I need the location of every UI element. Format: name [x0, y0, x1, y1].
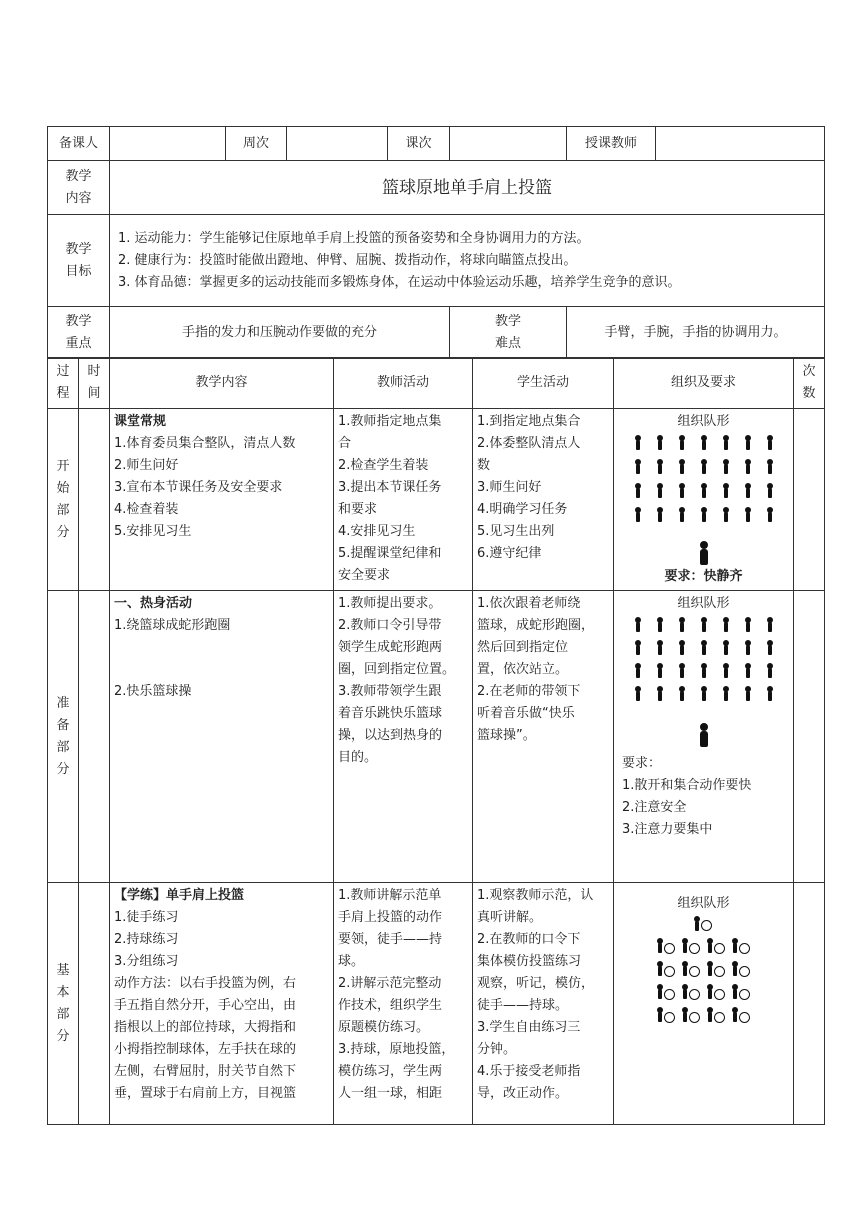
section-basic-student: [473, 883, 614, 1125]
teacher-line: 3.教师带领学生跟: [338, 684, 442, 699]
student-figure-icon: [746, 691, 750, 701]
teacher-line: 合: [338, 436, 352, 451]
teacher-line: 和要求: [338, 502, 378, 517]
student-figure-icon: [768, 691, 772, 701]
student-figure-icon: [658, 943, 662, 953]
teacher-line: 4.安排见习生: [338, 524, 416, 539]
student-with-ball-icon: [733, 1007, 750, 1029]
teacher-line: 模仿练习，学生两: [338, 1064, 443, 1079]
student-figure-icon: [702, 691, 706, 701]
basketball-icon: [664, 1012, 675, 1023]
student-figure-icon: [702, 668, 706, 678]
start-content-item: 4.检查着装: [114, 502, 179, 517]
teacher-line: 1.教师指定地点集: [338, 414, 442, 429]
teacher-line: 领学生成蛇形跑两: [338, 640, 443, 655]
section-basic-time: [79, 883, 110, 1125]
basic-content-item: 2.持球练习: [114, 932, 179, 947]
teacher-line: 1.教师讲解示范单: [338, 888, 442, 903]
basic-content-title: 【学练】单手肩上投篮: [114, 888, 245, 903]
prep-content-item: 2.快乐篮球操: [114, 684, 192, 699]
teacher-line: 手肩上投篮的动作: [338, 910, 443, 925]
student-line: 置，依次站立。: [477, 662, 569, 677]
teacher-line: 1.教师提出要求。: [338, 596, 442, 611]
basketball-icon: [714, 989, 725, 1000]
student-figure-icon: [658, 512, 662, 522]
goals-list: [110, 215, 825, 307]
section-start-student: [473, 409, 614, 591]
student-line: 篮球，成蛇形跑圈，: [477, 618, 595, 633]
teacher-line: 要领，徒手——持: [338, 932, 443, 947]
lesson-plan-header-table: [47, 126, 825, 359]
student-figure-icon: [680, 464, 684, 474]
student-figure-icon: [708, 989, 712, 999]
goals-label: 教学 目标: [48, 215, 110, 307]
student-line: 1.依次跟着老师绕: [477, 596, 581, 611]
teacher-line: 原题模仿练习。: [338, 1020, 430, 1035]
col-count: 次 数: [794, 358, 825, 409]
section-prep-teacher: [334, 591, 473, 883]
student-with-ball-icon: [658, 984, 675, 1006]
student-figure-icon: [636, 668, 640, 678]
student-figure-icon: [702, 512, 706, 522]
section-basic-organization: [614, 883, 794, 1125]
teacher-line: 2.教师口令引导带: [338, 618, 442, 633]
col-student: 学生活动: [473, 358, 614, 409]
student-figure-icon: [683, 989, 687, 999]
section-start-name: 开 始 部 分: [48, 409, 79, 591]
week-value: [287, 127, 388, 161]
section-basic-content: [110, 883, 334, 1125]
student-figure-icon: [680, 668, 684, 678]
prep-content-item: 1.绕篮球成蛇形跑圈: [114, 618, 231, 633]
student-figure-icon: [768, 440, 772, 450]
col-content: 教学内容: [110, 358, 334, 409]
col-organization: 组织及要求: [614, 358, 794, 409]
student-line: 1.观察教师示范，认: [477, 888, 594, 903]
week-label: 周次: [226, 127, 287, 161]
student-with-ball-icon: [658, 938, 675, 960]
student-figure-icon: [768, 668, 772, 678]
student-with-ball-icon: [733, 938, 750, 960]
student-figure-icon: [683, 1012, 687, 1022]
prep-person-label: 备课人: [48, 127, 110, 161]
basketball-icon: [739, 989, 750, 1000]
teacher-line: 着音乐跳快乐篮球: [338, 706, 443, 721]
student-figure-icon: [658, 1012, 662, 1022]
student-figure-icon: [658, 488, 662, 498]
goal-item: 3. 体育品德：掌握更多的运动技能而多锻炼身体，在运动中体验运动乐趣，培养学生竞争的意识。: [118, 274, 681, 290]
col-process: 过 程: [48, 358, 79, 409]
teacher-line: 3.提出本节课任务: [338, 480, 442, 495]
student-figure-icon: [768, 645, 772, 655]
basketball-icon: [714, 966, 725, 977]
key-points-label: 教学 重点: [48, 307, 110, 359]
student-with-ball-icon: [658, 1007, 675, 1029]
student-figure-icon: [636, 464, 640, 474]
teacher-line: 5.提醒课堂纪律和: [338, 546, 442, 561]
student-figure-icon: [768, 464, 772, 474]
section-prep-time: [79, 591, 110, 883]
teacher-label: 授课教师: [567, 127, 656, 161]
student-figure-icon: [724, 622, 728, 632]
prep-req-label: 要求：: [622, 756, 662, 771]
student-line: 听着音乐做“快乐: [477, 706, 575, 721]
basketball-icon: [664, 943, 675, 954]
student-figure-icon: [746, 512, 750, 522]
basketball-icon: [739, 966, 750, 977]
teacher-line: 2.检查学生着装: [338, 458, 429, 473]
student-figure-icon: [708, 943, 712, 953]
teacher-line: 目的。: [338, 750, 378, 765]
col-teacher: 教师活动: [334, 358, 473, 409]
section-prep-name: 准 备 部 分: [48, 591, 79, 883]
student-figure-icon: [658, 645, 662, 655]
student-line: 然后回到指定位: [477, 640, 569, 655]
student-line: 6.遵守纪律: [477, 546, 542, 561]
student-with-ball-icon: [708, 1007, 725, 1029]
student-line: 真听讲解。: [477, 910, 543, 925]
student-figure-icon: [724, 512, 728, 522]
basketball-icon: [664, 966, 675, 977]
student-figure-icon: [746, 645, 750, 655]
student-figure-icon: [658, 668, 662, 678]
student-figure-icon: [636, 645, 640, 655]
student-figure-icon: [733, 943, 737, 953]
prep-content-title: 一、热身活动: [114, 596, 193, 611]
basic-content-item: 动作方法：以右手投篮为例，右: [114, 976, 297, 991]
basic-content-item: 垂，置球于右肩前上方，目视篮: [114, 1086, 297, 1101]
teacher-value: [656, 127, 825, 161]
basketball-icon: [689, 966, 700, 977]
section-start-time: [79, 409, 110, 591]
student-with-ball-icon: [658, 961, 675, 983]
lesson-number-label: 课次: [388, 127, 450, 161]
student-line: 2.在教师的口令下: [477, 932, 581, 947]
prep-org-title: 组织队形: [677, 596, 730, 611]
student-with-ball-icon: [733, 984, 750, 1006]
student-figure-icon: [746, 622, 750, 632]
student-figure-icon: [724, 464, 728, 474]
start-content-item: 1.体育委员集合整队，清点人数: [114, 436, 296, 451]
teacher-line: 3.持球，原地投篮，: [338, 1042, 455, 1057]
basketball-icon: [689, 989, 700, 1000]
prep-req-item: 2.注意安全: [622, 800, 687, 815]
start-org-requirement: 要求：快静齐: [664, 569, 743, 584]
student-line: 导，改正动作。: [477, 1086, 569, 1101]
student-figure-icon: [658, 622, 662, 632]
basketball-icon: [664, 989, 675, 1000]
prep-person-value: [110, 127, 226, 161]
student-figure-icon: [746, 668, 750, 678]
student-figure-icon: [702, 622, 706, 632]
teacher-line: 作技术，组织学生: [338, 998, 443, 1013]
student-figure-icon: [733, 966, 737, 976]
start-content-item: 2.师生问好: [114, 458, 179, 473]
student-line: 2.在老师的带领下: [477, 684, 581, 699]
student-figure-icon: [658, 966, 662, 976]
student-figure-icon: [724, 668, 728, 678]
pair-formation-diagram: [618, 915, 789, 1029]
student-line: 3.学生自由练习三: [477, 1020, 581, 1035]
student-with-ball-icon: [708, 938, 725, 960]
prep-req-item: 3.注意力要集中: [622, 822, 713, 837]
start-content-title: 课堂常规: [114, 414, 167, 429]
basic-content-item: 左侧，右臂屈肘，肘关节自然下: [114, 1064, 297, 1079]
teacher-figure-icon: [700, 731, 708, 747]
student-figure-icon: [702, 464, 706, 474]
teacher-line: 人一组一球，相距: [338, 1086, 443, 1101]
student-figure-icon: [733, 1012, 737, 1022]
basketball-icon: [739, 1012, 750, 1023]
teacher-line: 2.讲解示范完整动: [338, 976, 442, 991]
student-with-ball-icon: [683, 1007, 700, 1029]
student-with-ball-icon: [683, 938, 700, 960]
section-start-organization: [614, 409, 794, 591]
teacher-figure-icon: [700, 549, 708, 565]
teacher-figure-icon: [695, 921, 699, 931]
student-figure-icon: [746, 440, 750, 450]
student-line: 3.师生问好: [477, 480, 542, 495]
basketball-icon: [689, 943, 700, 954]
student-with-ball-icon: [708, 961, 725, 983]
teacher-with-ball-icon: [695, 915, 712, 937]
teacher-line: 操，以达到热身的: [338, 728, 443, 743]
difficulty-text: 手臂，手腕，手指的协调用力。: [567, 307, 825, 359]
section-prep-content: [110, 591, 334, 883]
basketball-icon: [701, 920, 712, 931]
student-figure-icon: [746, 488, 750, 498]
student-figure-icon: [768, 488, 772, 498]
student-figure-icon: [724, 645, 728, 655]
goal-item: 1. 运动能力：学生能够记住原地单手肩上投篮的预备姿势和全身协调用力的方法。: [118, 230, 590, 246]
student-figure-icon: [680, 440, 684, 450]
basic-content-item: 1.徒手练习: [114, 910, 179, 925]
teacher-line: 球。: [338, 954, 365, 969]
lesson-number-value: [450, 127, 567, 161]
student-line: 集体模仿投篮练习: [477, 954, 582, 969]
student-figure-icon: [702, 645, 706, 655]
student-line: 篮球操”。: [477, 728, 536, 743]
student-with-ball-icon: [708, 984, 725, 1006]
student-figure-icon: [724, 440, 728, 450]
student-figure-icon: [680, 488, 684, 498]
student-figure-icon: [658, 464, 662, 474]
student-figure-icon: [680, 512, 684, 522]
student-figure-icon: [658, 440, 662, 450]
student-figure-icon: [636, 622, 640, 632]
student-with-ball-icon: [683, 961, 700, 983]
section-start-content: [110, 409, 334, 591]
student-figure-icon: [680, 645, 684, 655]
student-line: 2.体委整队清点人: [477, 436, 581, 451]
student-line: 1.到指定地点集合: [477, 414, 581, 429]
prep-req-item: 1.散开和集合动作要快: [622, 778, 752, 793]
student-figure-icon: [683, 966, 687, 976]
student-figure-icon: [708, 966, 712, 976]
start-org-title: 组织队形: [677, 414, 730, 429]
basic-content-item: 手五指自然分开，手心空出，由: [114, 998, 297, 1013]
section-basic-teacher: [334, 883, 473, 1125]
student-with-ball-icon: [683, 984, 700, 1006]
student-figure-icon: [680, 622, 684, 632]
goal-item: 2. 健康行为：投篮时能做出蹬地、伸臂、屈腕、拨指动作，将球向瞄篮点投出。: [118, 252, 577, 268]
section-prep-count: [794, 591, 825, 883]
basic-org-title: 组织队形: [677, 896, 730, 911]
student-line: 4.明确学习任务: [477, 502, 568, 517]
teacher-line: 安全要求: [338, 568, 391, 583]
basketball-icon: [714, 943, 725, 954]
basketball-icon: [689, 1012, 700, 1023]
student-figure-icon: [768, 512, 772, 522]
student-figure-icon: [636, 512, 640, 522]
student-figure-icon: [680, 691, 684, 701]
student-figure-icon: [683, 943, 687, 953]
section-prep-student: [473, 591, 614, 883]
student-figure-icon: [768, 622, 772, 632]
section-basic-name: 基 本 部 分: [48, 883, 79, 1125]
section-basic-count: [794, 883, 825, 1125]
col-time: 时 间: [79, 358, 110, 409]
basic-content-item: 小拇指控制球体，左手扶在球的: [114, 1042, 297, 1057]
start-content-item: 3.宣布本节课任务及安全要求: [114, 480, 283, 495]
student-figure-icon: [636, 440, 640, 450]
content-label: 教学 内容: [48, 161, 110, 215]
student-line: 数: [477, 458, 491, 473]
student-figure-icon: [708, 1012, 712, 1022]
basketball-icon: [714, 1012, 725, 1023]
section-prep-organization: [614, 591, 794, 883]
student-figure-icon: [746, 464, 750, 474]
teacher-line: 圈，回到指定位置。: [338, 662, 456, 677]
student-figure-icon: [658, 691, 662, 701]
basic-content-item: 3.分组练习: [114, 954, 179, 969]
start-content-item: 5.安排见习生: [114, 524, 192, 539]
student-figure-icon: [702, 440, 706, 450]
student-line: 4.乐于接受老师指: [477, 1064, 581, 1079]
lesson-procedure-table: [47, 357, 825, 1125]
basketball-icon: [739, 943, 750, 954]
student-figure-icon: [636, 488, 640, 498]
student-formation-diagram: [618, 433, 789, 565]
key-points-text: 手指的发力和压腕动作要做的充分: [110, 307, 450, 359]
spacer: [114, 637, 329, 681]
student-line: 徒手——持球。: [477, 998, 569, 1013]
section-start-count: [794, 409, 825, 591]
student-line: 分钟。: [477, 1042, 517, 1057]
student-formation-diagram: [618, 615, 789, 747]
student-figure-icon: [724, 691, 728, 701]
student-figure-icon: [702, 488, 706, 498]
student-line: 观察，听记，模仿，: [477, 976, 595, 991]
section-start-teacher: [334, 409, 473, 591]
student-figure-icon: [658, 989, 662, 999]
student-figure-icon: [733, 989, 737, 999]
basic-content-item: 指根以上的部位持球，大拇指和: [114, 1020, 297, 1035]
student-figure-icon: [724, 488, 728, 498]
lesson-title: 篮球原地单手肩上投篮: [110, 161, 825, 215]
student-figure-icon: [636, 691, 640, 701]
student-line: 5.见习生出列: [477, 524, 555, 539]
student-with-ball-icon: [733, 961, 750, 983]
difficulty-label: 教学 难点: [450, 307, 567, 359]
prep-requirements: [618, 753, 789, 841]
